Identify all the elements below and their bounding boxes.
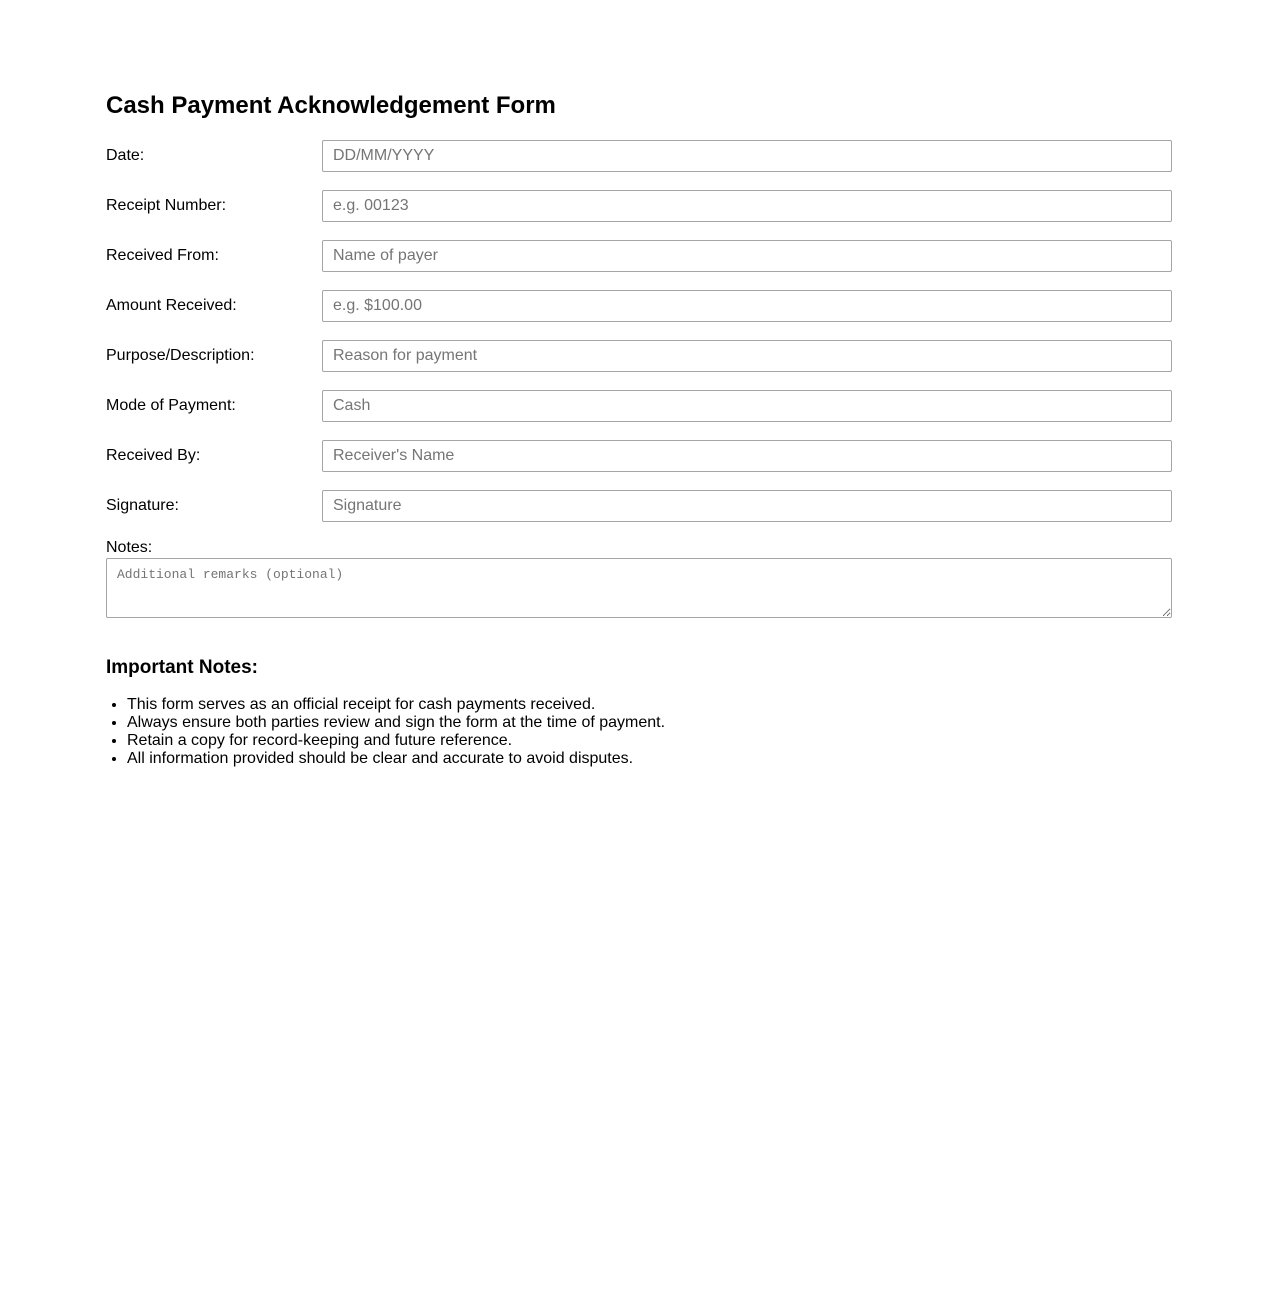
- receipt-number-input[interactable]: [322, 190, 1172, 222]
- notes-textarea[interactable]: [106, 558, 1172, 618]
- amount-received-row: [106, 290, 1172, 322]
- amount-received-label: Amount Received:: [106, 297, 237, 314]
- signature-label: Signature:: [106, 497, 179, 514]
- received-from-row: [106, 240, 1172, 272]
- receipt-number-row: [106, 190, 1172, 222]
- received-by-label: Received By:: [106, 447, 201, 464]
- important-notes-heading: Important Notes:: [106, 657, 258, 678]
- received-from-label: Received From:: [106, 247, 219, 264]
- signature-row: [106, 490, 1172, 522]
- received-from-input[interactable]: [322, 240, 1172, 272]
- signature-input[interactable]: [322, 490, 1172, 522]
- important-notes-list: [106, 696, 1172, 768]
- purpose-input[interactable]: [322, 340, 1172, 372]
- list-item: • Always ensure both parties review and sign the form at the time of payment.: [127, 714, 1172, 732]
- mode-of-payment-input[interactable]: [322, 390, 1172, 422]
- form-fields: [106, 140, 1172, 522]
- purpose-label: Purpose/Description:: [106, 347, 255, 364]
- received-by-row: [106, 440, 1172, 472]
- notes-label: Notes:: [106, 539, 153, 556]
- form-title: Cash Payment Acknowledgement Form: [106, 92, 556, 119]
- date-label: Date:: [106, 147, 145, 164]
- page: [106, 0, 1172, 768]
- purpose-row: [106, 340, 1172, 372]
- list-item: • All information provided should be clear and accurate to avoid disputes.: [127, 750, 1172, 768]
- list-item: • This form serves as an official receipt for cash payments received.: [127, 696, 1172, 714]
- receipt-number-label: Receipt Number:: [106, 197, 227, 214]
- date-row: [106, 140, 1172, 172]
- received-by-input[interactable]: [322, 440, 1172, 472]
- amount-received-input[interactable]: [322, 290, 1172, 322]
- date-input[interactable]: [322, 140, 1172, 172]
- mode-of-payment-row: [106, 390, 1172, 422]
- mode-of-payment-label: Mode of Payment:: [106, 397, 236, 414]
- list-item: • Retain a copy for record-keeping and future reference.: [127, 732, 1172, 750]
